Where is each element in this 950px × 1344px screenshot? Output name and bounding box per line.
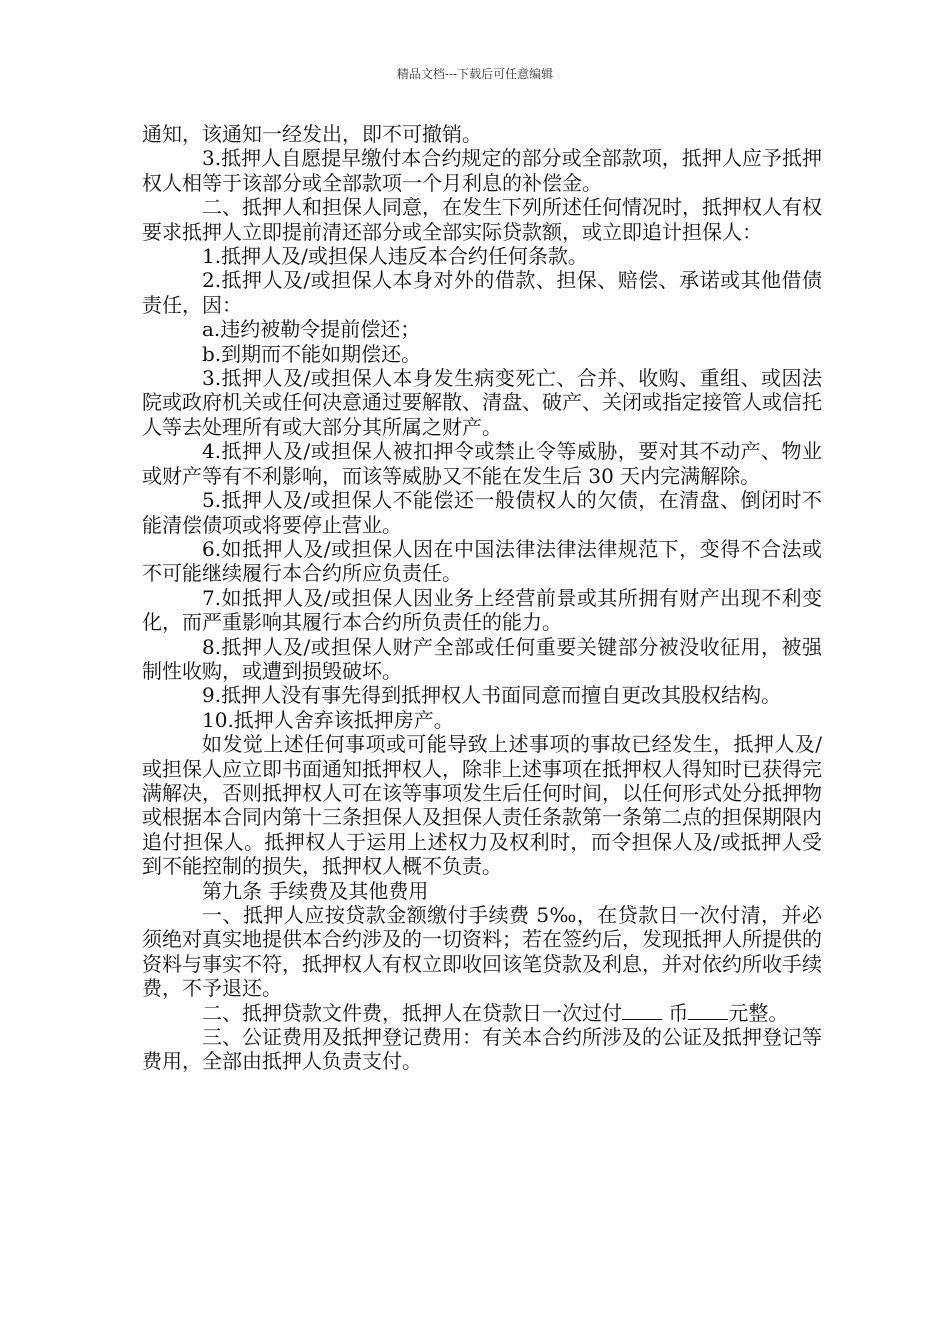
document-body — [142, 122, 822, 1074]
sub-list-item: a.违约被勒令提前偿还； — [202, 317, 421, 342]
paragraph: 二、抵押人和担保人同意，在发生下列所述任何情况时，抵押权人有权要求抵押人立即提前清还部分或全部实际贷款额，或立即追计担保人： — [142, 195, 822, 244]
fee-clause-suffix: 元整。 — [728, 1000, 789, 1025]
blank-line — [622, 1001, 662, 1020]
fee-clause — [142, 1001, 822, 1025]
sub-list-item: b.到期而不能如期偿还。 — [202, 341, 422, 366]
list-item: 9.抵押人没有事先得到抵押权人书面同意而擅自更改其股权结构。 — [202, 683, 782, 708]
blank-line — [688, 1001, 728, 1020]
list-item: 3.抵押人及/或担保人本身发生病变死亡、合并、收购、重组、或因法院或政府机关或任何决意通过要解散、清盘、破产、关闭或指定接管人或信托人等去处理所有或大部分其所属之财产。 — [142, 366, 822, 439]
fee-clause-prefix: 二、抵押贷款文件费，抵押人在贷款日一次过付 — [202, 1000, 622, 1025]
paragraph: 一、抵押人应按贷款金额缴付手续费 5‰，在贷款日一次付清，并必须绝对真实地提供本合约涉及的一切资料；若在签约后，发现抵押人所提供的资料与事实不符，抵押权人有权立即收回该笔贷款及利息，并对依约所收手续费，不予退还。 — [142, 903, 822, 1001]
paragraph: 3.抵押人自愿提早缴付本合约规定的部分或全部款项，抵押人应予抵押权人相等于该部分或全部款项一个月利息的补偿金。 — [142, 146, 822, 195]
list-item: 7.如抵押人及/或担保人因业务上经营前景或其所拥有财产出现不利变化，而严重影响其履行本合约所负责任的能力。 — [142, 585, 822, 635]
paragraph: 如发觉上述任何事项或可能导致上述事项的事故已经发生，抵押人及/或担保人应立即书面通知抵押权人，除非上述事项在抵押权人得知时已获得完满解决，否则抵押权人可在该等事项发生后任何时间，以任何形式处分抵押物或根据本合同内第十三条担保人及担保人责任条款第一条第二点的担保期限内追付担保人。抵押权人于运用上述权力及权利时，而令担保人及/或抵押人受到不能控制的损失，抵押权人概不负责。 — [142, 732, 822, 879]
list-item: 6.如抵押人及/或担保人因在中国法律法律法律规范下，变得不合法或不可能继续履行本合约所应负责任。 — [142, 536, 822, 586]
paragraph: 三、公证费用及抵押登记费用：有关本合约所涉及的公证及抵押登记等费用，全部由抵押人负责支付。 — [142, 1025, 822, 1074]
section-heading: 第九条 手续费及其他费用 — [202, 878, 429, 903]
currency-label: 币 — [668, 1000, 689, 1025]
list-item: 2.抵押人及/或担保人本身对外的借款、担保、赔偿、承诺或其他借债责任，因： — [142, 268, 822, 317]
page-header: 精品文档---下载后可任意编辑 — [396, 67, 554, 81]
list-item: 1.抵押人及/或担保人违反本合约任何条款。 — [202, 244, 588, 269]
list-item: 4.抵押人及/或担保人被扣押令或禁止令等威胁，要对其不动产、物业或财产等有不利影响，而该等威胁又不能在发生后 30 天内完满解除。 — [142, 439, 822, 488]
list-item: 8.抵押人及/或担保人财产全部或任何重要关键部分被没收征用，被强制性收购，或遭到损毁破坏。 — [142, 634, 822, 683]
paragraph: 通知，该通知一经发出，即不可撤销。 — [142, 122, 482, 146]
list-item: 5.抵押人及/或担保人不能偿还一般债权人的欠债，在清盘、倒闭时不能清偿债项或将要停止营业。 — [142, 488, 822, 537]
list-item: 10.抵押人舍弃该抵押房产。 — [202, 707, 454, 732]
